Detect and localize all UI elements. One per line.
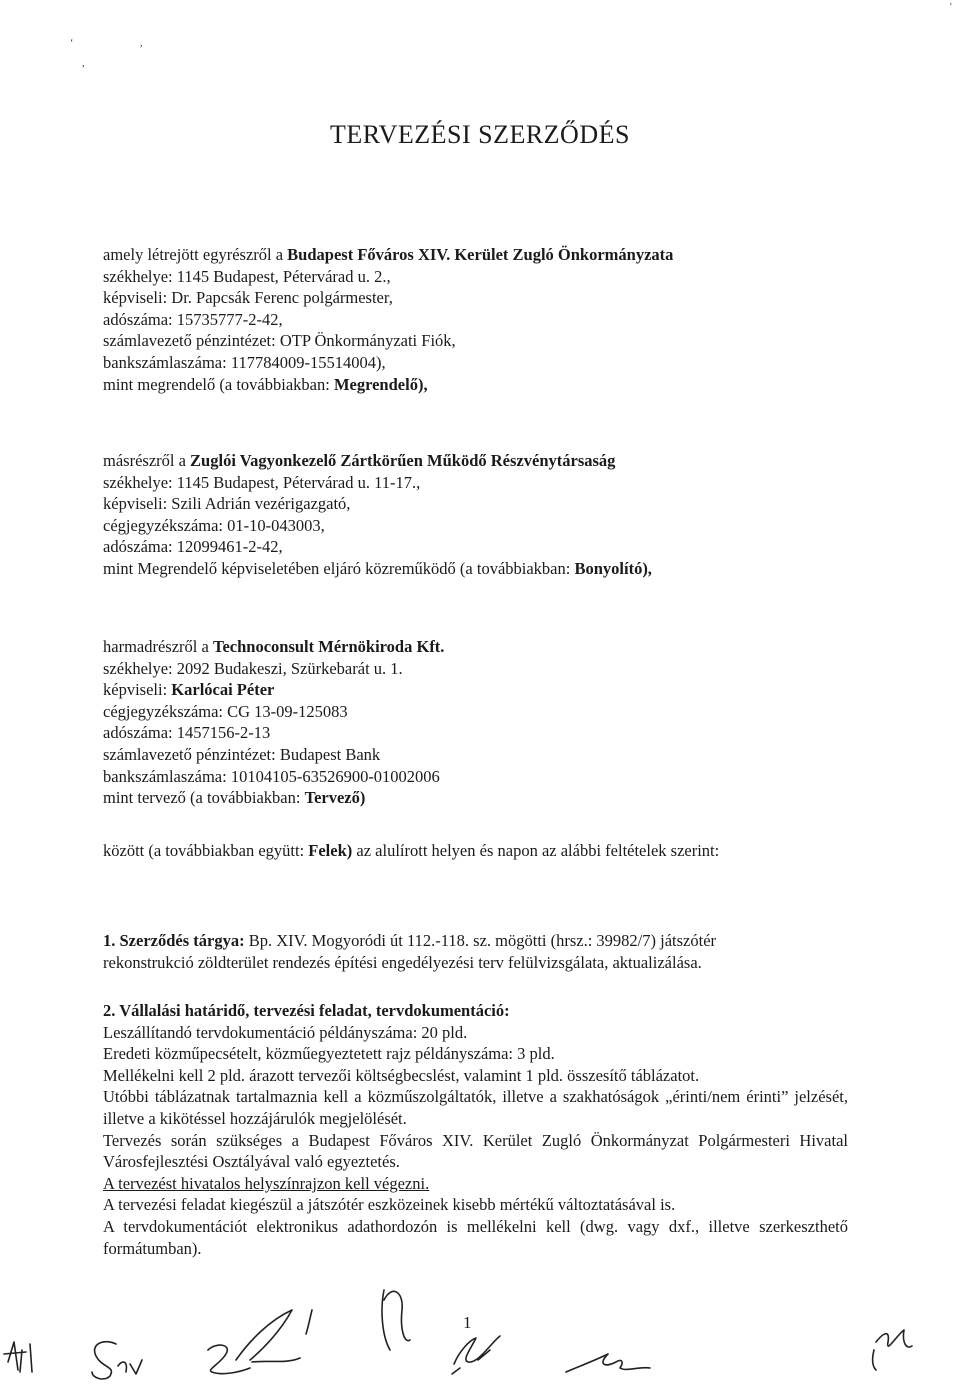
party-tervezo <box>103 636 848 809</box>
role-name: Bonyolító), <box>574 558 652 578</box>
tax-number-line: adószáma: 15735777-2-42, <box>103 309 283 329</box>
section-2-paragraph: Utóbbi táblázatnak tartalmaznia kell a közműszolgáltatók, illetve a szakhatóságok „érinti/nem érinti” jelzését, illetve a kikötéssel hozzájárulók megjelölését. <box>103 1087 848 1128</box>
registration-number-line: cégjegyzékszáma: 01-10-043003, <box>103 515 325 535</box>
party-line: másrészről a Zuglói Vagyonkezelő Zártkörűen Működő Részvénytársaság <box>103 451 616 470</box>
signature-mark-7 <box>873 1330 912 1370</box>
signature-mark-3 <box>208 1310 300 1374</box>
parties-statement: között (a továbbiakban együtt: Felek) az alulírott helyen és napon az alábbi feltételek szerint: <box>103 841 720 860</box>
signature-mark-6 <box>566 1354 650 1372</box>
role-name: Tervező) <box>304 788 366 808</box>
role-line: mint megrendelő (a továbbiakban: Megrendelő), <box>103 374 428 394</box>
role-line: mint Megrendelő képviseletében eljáró közreműködő (a továbbiakban: Bonyolító), <box>103 558 652 578</box>
section-2-paragraph: Tervezés során szükséges a Budapest Főváros XIV. Kerület Zugló Önkormányzat Polgármesteri Hivatal Városfejlesztési Osztályával való egyeztetés. <box>103 1130 848 1172</box>
party-line: amely létrejött egyrészről a Budapest Főváros XIV. Kerület Zugló Önkormányzata <box>103 245 674 264</box>
role-name: Megrendelő), <box>333 374 428 394</box>
bank-account-line: bankszámlaszáma: 10104105-63526900-01002006 <box>103 766 440 786</box>
section-1-text: rekonstrukció zöldterület rendezés építési engedélyezési terv felülvizsgálata, aktualizálása. <box>103 952 702 972</box>
section-2-line: Mellékelni kell 2 pld. árazott tervezői költségbecslést, valamint 1 pld. összesítő táblázatot. <box>103 1065 700 1085</box>
handwritten-signatures <box>0 1280 960 1386</box>
address-line: székhelye: 1145 Budapest, Pétervárad u. 11-17., <box>103 472 421 492</box>
party-name: Technoconsult Mérnökiroda Kft. <box>212 637 445 656</box>
signature-mark-4 <box>306 1290 410 1350</box>
section-2-heading: 2. Vállalási határidő, tervezési feladat, tervdokumentáció: <box>103 1001 510 1020</box>
section-2-line: Leszállítandó tervdokumentáció példányszáma: 20 pld. <box>103 1022 468 1042</box>
role-line: mint tervező (a továbbiakban: Tervező) <box>103 788 366 808</box>
signature-mark-1 <box>4 1342 32 1372</box>
registration-number-line: cégjegyzékszáma: CG 13-09-125083 <box>103 701 348 721</box>
section-2-paragraph: A tervdokumentációt elektronikus adathordozón is mellékelni kell (dwg. vagy dxf., illetve szerkeszthető formátumban). <box>103 1216 848 1258</box>
representative-line: képviseli: Szili Adrián vezérigazgató, <box>103 494 351 514</box>
scan-speck: ' <box>950 2 952 13</box>
representative-line: képviseli: Dr. Papcsák Ferenc polgármester, <box>103 288 393 308</box>
document-title: TERVEZÉSI SZERZŐDÉS <box>330 120 630 149</box>
section-1-label: 1. Szerződés tárgya: <box>103 931 245 950</box>
address-line: székhelye: 1145 Budapest, Pétervárad u. 2., <box>103 266 391 286</box>
bank-line: számlavezető pénzintézet: Budapest Bank <box>103 744 381 764</box>
page-number: 1 <box>463 1313 472 1332</box>
tax-number-line: adószáma: 12099461-2-42, <box>103 537 283 557</box>
section-1-subject: 1. Szerződés tárgya: Bp. XIV. Mogyoródi út 112.-118. sz. mögötti (hrsz.: 39982/7) játszótér rekonstrukció zöldterület rendezés építési engedélyezési terv felülvizsgálata, aktualizálása. <box>103 930 848 973</box>
representative-line: képviseli: Karlócai Péter <box>103 680 275 700</box>
section-2-line: A tervezési feladat kiegészül a játszótér eszközeinek kisebb mértékű változtatásával is. <box>103 1195 676 1215</box>
party-name: Budapest Főváros XIV. Kerület Zugló Önkormányzata <box>287 245 674 264</box>
scan-speck: , <box>82 58 85 69</box>
scan-speck: , <box>140 38 143 49</box>
tax-number-line: adószáma: 1457156-2-13 <box>103 723 271 743</box>
bank-line: számlavezető pénzintézet: OTP Önkormányzati Fiók, <box>103 331 456 351</box>
address-line: székhelye: 2092 Budakeszi, Szürkebarát u. 1. <box>103 658 403 678</box>
party-bonyolito <box>103 450 848 580</box>
party-line: harmadrészről a Technoconsult Mérnökiroda Kft. <box>103 637 445 656</box>
parties-term: Felek) <box>308 841 353 860</box>
party-name: Zuglói Vagyonkezelő Zártkörűen Működő Részvénytársaság <box>190 451 616 470</box>
section-2-deadline-task <box>103 1000 848 1259</box>
party-megrendelo <box>103 244 848 395</box>
representative-name: Karlócai Péter <box>171 680 275 700</box>
signature-mark-2 <box>92 1342 142 1379</box>
signature-mark-5 <box>452 1336 500 1374</box>
scan-speck: ‘ <box>70 38 74 49</box>
section-2-line: Eredeti közműpecsételt, közműegyeztetett rajz példányszáma: 3 pld. <box>103 1044 555 1064</box>
bank-account-line: bankszámlaszáma: 117784009-15514004), <box>103 352 386 372</box>
section-2-underlined-line: A tervezést hivatalos helyszínrajzon kell végezni. <box>103 1173 430 1193</box>
